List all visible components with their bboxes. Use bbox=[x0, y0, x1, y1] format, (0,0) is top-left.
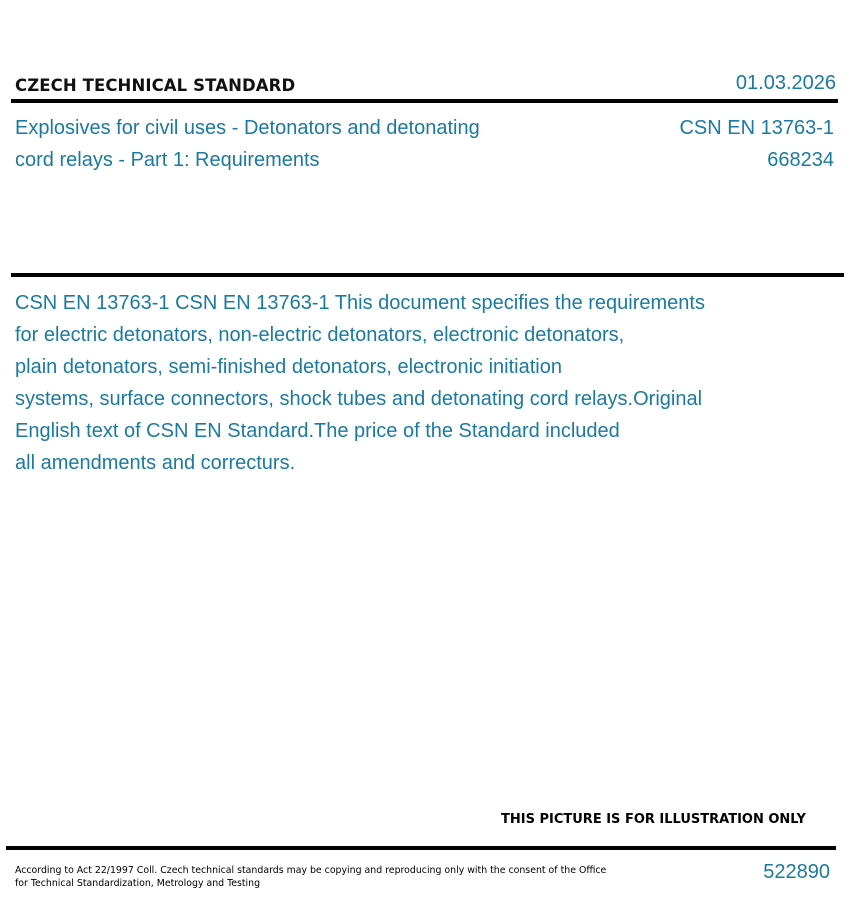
legal-notice-line: for Technical Standardization, Metrology and Testing bbox=[15, 878, 261, 889]
title-divider bbox=[11, 273, 844, 277]
legal-notice bbox=[15, 864, 607, 890]
document-title-line-2: cord relays - Part 1: Requirements bbox=[15, 149, 320, 171]
legal-notice-line: According to Act 22/1997 Coll. Czech technical standards may be copying and reproducing only with the consent of the Office bbox=[15, 865, 607, 876]
header-divider bbox=[11, 99, 838, 103]
standard-type-heading: CZECH TECHNICAL STANDARD bbox=[15, 76, 296, 95]
abstract-line: English text of CSN EN Standard.The price of the Standard included bbox=[15, 420, 620, 442]
abstract-line: all amendments and correcturs. bbox=[15, 452, 296, 474]
abstract-line: CSN EN 13763-1 CSN EN 13763-1 This document specifies the requirements bbox=[15, 292, 705, 314]
catalog-number: 668234 bbox=[767, 149, 834, 171]
footer-divider bbox=[6, 846, 836, 850]
abstract-line: plain detonators, semi-finished detonators, electronic initiation bbox=[15, 356, 562, 378]
footer-code: 522890 bbox=[763, 861, 830, 883]
document-title-line-1: Explosives for civil uses - Detonators and detonating bbox=[15, 117, 480, 139]
standard-number: CSN EN 13763-1 bbox=[679, 117, 834, 139]
illustration-note: THIS PICTURE IS FOR ILLUSTRATION ONLY bbox=[501, 812, 806, 827]
abstract-line: systems, surface connectors, shock tubes and detonating cord relays.Original bbox=[15, 388, 703, 410]
publication-date: 01.03.2026 bbox=[735, 72, 836, 94]
document-abstract bbox=[15, 287, 805, 479]
abstract-line: for electric detonators, non-electric detonators, electronic detonators, bbox=[15, 324, 625, 346]
